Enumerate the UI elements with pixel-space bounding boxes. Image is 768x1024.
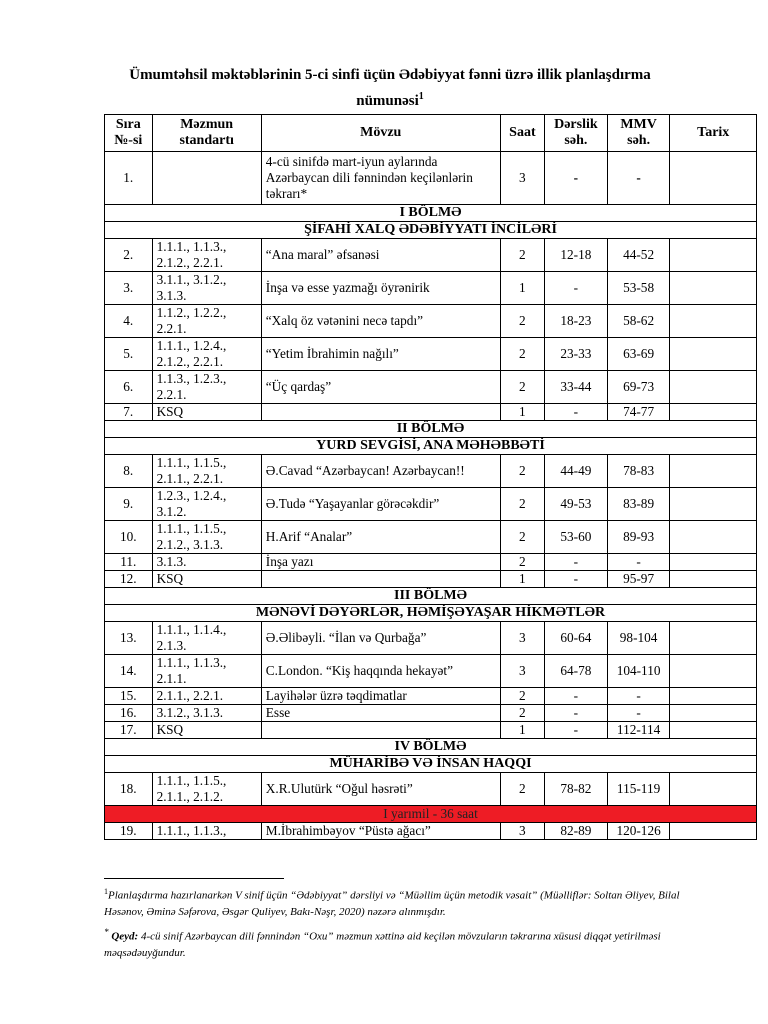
table-row bbox=[105, 823, 757, 840]
header-movzu: Mövzu bbox=[261, 115, 500, 152]
cell-no: 15. bbox=[105, 688, 153, 705]
cell-no: 7. bbox=[105, 404, 153, 421]
cell-no: 9. bbox=[105, 488, 153, 521]
cell-no: 19. bbox=[105, 823, 153, 840]
cell-topic: “Xalq öz vətənini necə tapdı” bbox=[261, 305, 500, 338]
cell-standard: KSQ bbox=[152, 404, 261, 421]
table-row bbox=[105, 272, 757, 305]
cell-standard: 2.1.1., 2.2.1. bbox=[152, 688, 261, 705]
title-line-1: Ümumtəhsil məktəblərinin 5-ci sinfi üçün Ədəbiyyat fənni üzrə illik planlaşdırma bbox=[129, 67, 651, 83]
cell-tarix bbox=[670, 404, 757, 421]
section-label: II BÖLMƏ bbox=[105, 421, 757, 438]
section-label: I BÖLMƏ bbox=[105, 205, 757, 222]
cell-topic: Esse bbox=[261, 705, 500, 722]
cell-derslik: 12-18 bbox=[545, 239, 608, 272]
cell-saat: 2 bbox=[500, 338, 544, 371]
cell-mmv: 112-114 bbox=[607, 722, 670, 739]
cell-standard: 1.1.1., 1.1.5., 2.1.2., 3.1.3. bbox=[152, 521, 261, 554]
cell-mmv: 53-58 bbox=[607, 272, 670, 305]
cell-derslik: 64-78 bbox=[545, 655, 608, 688]
footnote-2-label: Qeyd: bbox=[111, 930, 139, 943]
section-label: IV BÖLMƏ bbox=[105, 739, 757, 756]
cell-saat: 3 bbox=[500, 655, 544, 688]
cell-saat: 2 bbox=[500, 688, 544, 705]
cell-no: 18. bbox=[105, 773, 153, 806]
cell-standard: KSQ bbox=[152, 571, 261, 588]
table-row bbox=[105, 622, 757, 655]
section-title: ŞİFAHİ XALQ ƏDƏBİYYATI İNCİLƏRİ bbox=[105, 222, 757, 239]
cell-topic bbox=[261, 404, 500, 421]
cell-mmv: - bbox=[607, 152, 670, 205]
cell-tarix bbox=[670, 705, 757, 722]
cell-derslik: 18-23 bbox=[545, 305, 608, 338]
cell-saat: 2 bbox=[500, 305, 544, 338]
table-row bbox=[105, 239, 757, 272]
cell-tarix bbox=[670, 239, 757, 272]
cell-tarix bbox=[670, 371, 757, 404]
cell-no: 8. bbox=[105, 455, 153, 488]
cell-saat: 2 bbox=[500, 239, 544, 272]
cell-no: 14. bbox=[105, 655, 153, 688]
cell-derslik: - bbox=[545, 571, 608, 588]
cell-standard: 1.1.1., 1.1.3., 2.1.2., 2.2.1. bbox=[152, 239, 261, 272]
header-derslik: Dərslik səh. bbox=[545, 115, 608, 152]
cell-topic: İnşa və esse yazmağı öyrənirik bbox=[261, 272, 500, 305]
cell-tarix bbox=[670, 622, 757, 655]
cell-no: 17. bbox=[105, 722, 153, 739]
table-row bbox=[105, 404, 757, 421]
cell-topic bbox=[261, 571, 500, 588]
table-row bbox=[105, 571, 757, 588]
cell-tarix bbox=[670, 554, 757, 571]
footnote-2-text: 4-cü sinif Azərbaycan dili fənnindən “Oxu” məzmun xəttinə aid keçilən mövzuların təkrarına xüsusi diqqət yetirilməsi məqsədəuyğundur. bbox=[104, 930, 661, 959]
cell-derslik: 78-82 bbox=[545, 773, 608, 806]
table-row bbox=[105, 305, 757, 338]
cell-mmv: 69-73 bbox=[607, 371, 670, 404]
cell-derslik: 23-33 bbox=[545, 338, 608, 371]
table-row bbox=[105, 705, 757, 722]
cell-tarix bbox=[670, 722, 757, 739]
semester-banner: I yarımil - 36 saat bbox=[105, 806, 757, 823]
cell-mmv: 78-83 bbox=[607, 455, 670, 488]
cell-no: 11. bbox=[105, 554, 153, 571]
table-row bbox=[105, 688, 757, 705]
cell-standard: 1.1.1., 1.1.4., 2.1.3. bbox=[152, 622, 261, 655]
cell-tarix bbox=[670, 688, 757, 705]
cell-standard: 1.1.2., 1.2.2., 2.2.1. bbox=[152, 305, 261, 338]
table-row bbox=[105, 455, 757, 488]
cell-mmv: 89-93 bbox=[607, 521, 670, 554]
cell-saat: 2 bbox=[500, 488, 544, 521]
cell-saat: 2 bbox=[500, 773, 544, 806]
cell-saat: 3 bbox=[500, 152, 544, 205]
cell-standard: 1.2.3., 1.2.4., 3.1.2. bbox=[152, 488, 261, 521]
cell-derslik: 33-44 bbox=[545, 371, 608, 404]
cell-mmv: - bbox=[607, 705, 670, 722]
table-row bbox=[105, 371, 757, 404]
cell-standard: 1.1.1., 1.2.4., 2.1.2., 2.2.1. bbox=[152, 338, 261, 371]
cell-no: 10. bbox=[105, 521, 153, 554]
cell-saat: 1 bbox=[500, 722, 544, 739]
footnote-2-mark: * bbox=[104, 927, 109, 937]
plan-table bbox=[104, 114, 757, 840]
cell-mmv: 120-126 bbox=[607, 823, 670, 840]
table-row bbox=[105, 488, 757, 521]
cell-tarix bbox=[670, 823, 757, 840]
section-label: III BÖLMƏ bbox=[105, 588, 757, 605]
cell-derslik: - bbox=[545, 554, 608, 571]
table-row bbox=[105, 655, 757, 688]
cell-topic: Layihələr üzrə təqdimatlar bbox=[261, 688, 500, 705]
header-saat: Saat bbox=[500, 115, 544, 152]
cell-tarix bbox=[670, 152, 757, 205]
section-title: YURD SEVGİSİ, ANA MƏHƏBBƏTİ bbox=[105, 438, 757, 455]
cell-no: 3. bbox=[105, 272, 153, 305]
cell-topic: H.Arif “Analar” bbox=[261, 521, 500, 554]
cell-topic: X.R.Ulutürk “Oğul həsrəti” bbox=[261, 773, 500, 806]
table-row bbox=[105, 338, 757, 371]
cell-standard: 3.1.3. bbox=[152, 554, 261, 571]
cell-topic: Ə.Cavad “Azərbaycan! Azərbaycan!! bbox=[261, 455, 500, 488]
cell-standard: 1.1.3., 1.2.3., 2.2.1. bbox=[152, 371, 261, 404]
cell-derslik: - bbox=[545, 152, 608, 205]
cell-saat: 2 bbox=[500, 371, 544, 404]
table-header-row bbox=[105, 115, 757, 152]
cell-derslik: 44-49 bbox=[545, 455, 608, 488]
cell-topic: Ə.Əlibəyli. “İlan və Qurbağa” bbox=[261, 622, 500, 655]
cell-no: 1. bbox=[105, 152, 153, 205]
cell-derslik: 60-64 bbox=[545, 622, 608, 655]
cell-standard: 3.1.1., 3.1.2., 3.1.3. bbox=[152, 272, 261, 305]
cell-standard: 1.1.1., 1.1.5., 2.1.1., 2.2.1. bbox=[152, 455, 261, 488]
footnote-1-text: Planlaşdırma hazırlanarkən V sinif üçün “Ədəbiyyat” dərsliyi və “Müəllim üçün metodik vəsait” (Müəlliflər: Soltan Əliyev, Bilal Həsənov, Əminə Səfərova, Əsgər Quliyev, Bakı-Nəşr, 2020) nəzərə alınmışdır. bbox=[104, 889, 680, 918]
cell-saat: 2 bbox=[500, 554, 544, 571]
cell-derslik: - bbox=[545, 722, 608, 739]
cell-mmv: 95-97 bbox=[607, 571, 670, 588]
footnote-1-mark: 1 bbox=[104, 887, 108, 896]
cell-saat: 3 bbox=[500, 622, 544, 655]
cell-topic: M.İbrahimbəyov “Püstə ağacı” bbox=[261, 823, 500, 840]
cell-standard: KSQ bbox=[152, 722, 261, 739]
cell-topic: “Üç qardaş” bbox=[261, 371, 500, 404]
cell-derslik: - bbox=[545, 272, 608, 305]
cell-tarix bbox=[670, 773, 757, 806]
cell-derslik: 82-89 bbox=[545, 823, 608, 840]
cell-tarix bbox=[670, 655, 757, 688]
title-footnote-mark: 1 bbox=[418, 91, 424, 102]
cell-standard: 1.1.1., 1.1.3., 2.1.1. bbox=[152, 655, 261, 688]
cell-derslik: 49-53 bbox=[545, 488, 608, 521]
cell-no: 16. bbox=[105, 705, 153, 722]
title-line-2: nümunəsi bbox=[356, 93, 419, 109]
cell-topic: “Ana maral” əfsanəsi bbox=[261, 239, 500, 272]
cell-mmv: 58-62 bbox=[607, 305, 670, 338]
cell-mmv: 98-104 bbox=[607, 622, 670, 655]
header-sira: Sıra №-si bbox=[105, 115, 153, 152]
cell-tarix bbox=[670, 455, 757, 488]
cell-derslik: - bbox=[545, 705, 608, 722]
cell-topic: 4-cü sinifdə mart-iyun aylarında Azərbaycan dili fənnindən keçilənlərin təkrarı* bbox=[261, 152, 500, 205]
cell-no: 6. bbox=[105, 371, 153, 404]
table-row bbox=[105, 152, 757, 205]
cell-tarix bbox=[670, 272, 757, 305]
cell-derslik: - bbox=[545, 404, 608, 421]
cell-no: 13. bbox=[105, 622, 153, 655]
cell-tarix bbox=[670, 571, 757, 588]
cell-tarix bbox=[670, 305, 757, 338]
cell-standard: 1.1.1., 1.1.5., 2.1.1., 2.1.2. bbox=[152, 773, 261, 806]
footnote-divider bbox=[104, 878, 284, 879]
cell-mmv: - bbox=[607, 554, 670, 571]
header-mezmun: Məzmun standartı bbox=[152, 115, 261, 152]
section-title: MƏNƏVİ DƏYƏRLƏR, HƏMİŞƏYAŞAR HİKMƏTLƏR bbox=[105, 605, 757, 622]
header-tarix: Tarix bbox=[670, 115, 757, 152]
table-row bbox=[105, 722, 757, 739]
cell-topic bbox=[261, 722, 500, 739]
section-title: MÜHARİBƏ VƏ İNSAN HAQQI bbox=[105, 756, 757, 773]
document-title bbox=[90, 64, 690, 112]
cell-saat: 1 bbox=[500, 272, 544, 305]
cell-standard bbox=[152, 152, 261, 205]
cell-tarix bbox=[670, 521, 757, 554]
cell-standard: 1.1.1., 1.1.3., bbox=[152, 823, 261, 840]
cell-no: 12. bbox=[105, 571, 153, 588]
cell-mmv: 44-52 bbox=[607, 239, 670, 272]
table-row bbox=[105, 773, 757, 806]
cell-standard: 3.1.2., 3.1.3. bbox=[152, 705, 261, 722]
cell-mmv: 74-77 bbox=[607, 404, 670, 421]
cell-topic: İnşa yazı bbox=[261, 554, 500, 571]
cell-no: 2. bbox=[105, 239, 153, 272]
cell-topic: C.London. “Kiş haqqında hekayət” bbox=[261, 655, 500, 688]
footnote-2 bbox=[104, 924, 704, 961]
cell-derslik: 53-60 bbox=[545, 521, 608, 554]
cell-topic: “Yetim İbrahimin nağılı” bbox=[261, 338, 500, 371]
table-row bbox=[105, 554, 757, 571]
cell-saat: 2 bbox=[500, 705, 544, 722]
cell-saat: 1 bbox=[500, 571, 544, 588]
cell-mmv: 104-110 bbox=[607, 655, 670, 688]
cell-saat: 2 bbox=[500, 521, 544, 554]
cell-mmv: 115-119 bbox=[607, 773, 670, 806]
cell-mmv: 63-69 bbox=[607, 338, 670, 371]
cell-saat: 2 bbox=[500, 455, 544, 488]
cell-derslik: - bbox=[545, 688, 608, 705]
header-mmv: MMV səh. bbox=[607, 115, 670, 152]
cell-saat: 3 bbox=[500, 823, 544, 840]
cell-mmv: - bbox=[607, 688, 670, 705]
cell-saat: 1 bbox=[500, 404, 544, 421]
cell-mmv: 83-89 bbox=[607, 488, 670, 521]
cell-tarix bbox=[670, 338, 757, 371]
cell-topic: Ə.Tudə “Yaşayanlar görəcəkdir” bbox=[261, 488, 500, 521]
cell-no: 5. bbox=[105, 338, 153, 371]
cell-no: 4. bbox=[105, 305, 153, 338]
cell-tarix bbox=[670, 488, 757, 521]
table-row bbox=[105, 521, 757, 554]
footnote-1 bbox=[104, 884, 704, 920]
